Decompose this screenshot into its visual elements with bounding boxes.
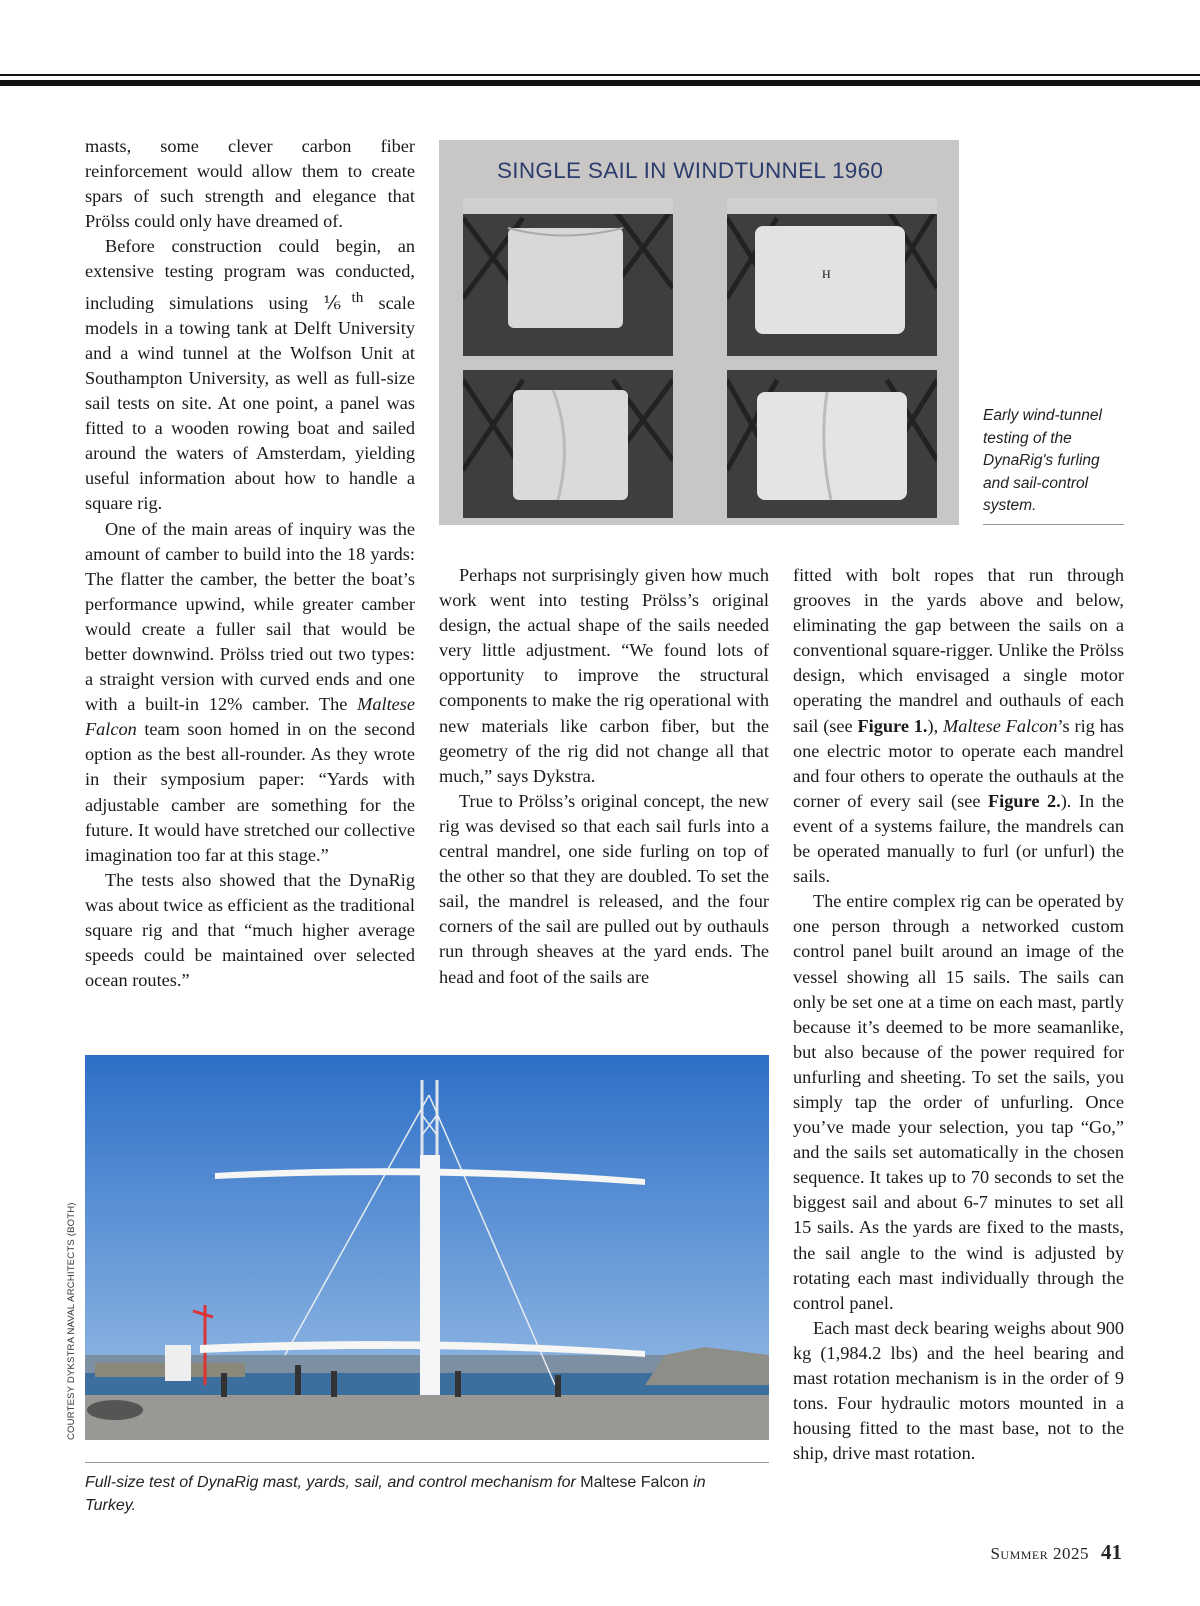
ship-name: Maltese Falcon [580,1474,689,1491]
paragraph: masts, some clever carbon fiber reinforcement would allow them to create spars of such strength and elegance that Prölss could only have dreamed of. [85,136,415,232]
caption-text: in Turkey. [85,1474,706,1514]
photo-credit: COURTESY DYKSTRA NAVAL ARCHITECTS (BOTH) [66,1202,77,1440]
figure-caption: Early wind-tunnel testing of the DynaRig's furling and sail-control system. [983,407,1102,514]
paragraph: fitted with bolt ropes that run through grooves in the yards above and below, eliminating the gap between the sails on a conventional square-rigger. Unlike the Prölss design, which envisaged a single motor operating the mandrel and outhauls of each sail (see Figure 1.), Maltese Falcon’s rig has one electric motor to operate each mandrel and four others to operate the outhauls at the corner of every sail (see Figure 2.). In the event of a systems failure, the mandrels can be operated manually to furl (or unfurl) the sails. [793,565,1124,887]
wind-tunnel-panel [463,370,673,518]
photo-title: SINGLE SAIL IN WINDTUNNEL 1960 [497,158,884,183]
paragraph: Each mast deck bearing weighs about 900 kg (1,984.2 lbs) and the heel bearing and mast rotation mechanism is in the order of 9 tons. Four hydraulic motors mounted in a housing fitted to the mast base, not to the ship, drive mast rotation. [793,1317,1124,1464]
page-number: 41 [1101,1540,1122,1564]
scale-fraction: ⅙$^{th}$ [323,288,364,313]
issue-season: Summer 2025 [990,1544,1089,1563]
wind-tunnel-panel [727,370,937,518]
caption-text: Full-size test of DynaRig mast, yards, sail, and control mechanism for [85,1474,581,1491]
wind-tunnel-panel [463,198,673,356]
wind-tunnel-panel [727,198,937,356]
paragraph: The tests also showed that the DynaRig was about twice as efficient as the traditional square rig and that “much higher average speeds could be maintained over selected ocean routes.” [85,869,415,991]
paragraph: The entire complex rig can be operated by one person through a networked custom control panel built around an image of the vessel showing all 15 sails. The sails can only be set one at a time on each mast, partly because it’s deemed to be more seamanlike, but also because of the power required for unfurling and sheeting. To set the sails, you simply tap the order of unfurling. Once you’ve made your selection, you tap “Go,” and the sails set automatically in the chosen sequence. It takes up to 70 seconds to set the biggest sail and about 6-7 minutes to set all 15 sails. As the yards are fixed to the masts, the sail angle to the wind is adjusted by rotating each mast individually through the control panel. [793,891,1124,1313]
paragraph: One of the main areas of inquiry was the amount of camber to build into the 18 yards: The flatter the camber, the better the boat’s performance upwind, while greater camber would create a fuller sail that would be better downwind. Prölss tried out two types: a straight version with curved ends and one with a built-in 12% camber. The Maltese Falcon team soon homed in on the second option as the best all-rounder. As they wrote in their symposium paper: “Yards with adjustable camber are something for the future. It would have stretched our collective imagination too far at this stage.” [85,518,415,865]
caption-rule [85,1462,769,1463]
mast-test-photo [85,1055,769,1440]
page-footer [990,1540,1122,1565]
text-column-1 [85,134,415,993]
svg-text:H: H [822,267,831,281]
paragraph: Before construction could begin, an extensive testing program was conducted, including simulations using ⅙$^{th}$ scale models in a towing tank at Delft University and a wind tunnel at the Wolfson Unit at Southampton University, as well as full-size sail tests on site. At one point, a panel was fitted to a wooden rowing boat and sailed around the waters of Amsterdam, yielding useful information about how to handle a square rig. [85,236,415,514]
header-rule-thick [0,80,1200,86]
paragraph: Perhaps not surprisingly given how much work went into testing Prölss’s original design, the actual shape of the sails needed very little adjustment. “We found lots of opportunity to improve the structural components to make the rig operational with new materials like carbon fiber, but the geometry of the rig did not change all that much,” says Dykstra. [439,565,769,786]
header-rule-thin [0,74,1200,76]
caption-rule [983,524,1124,525]
wind-tunnel-photo [439,140,959,525]
text-column-3 [793,563,1124,1466]
paragraph: True to Prölss’s original concept, the new rig was devised so that each sail furls into a central mandrel, one side furling on top of the other so that they are doubled. To set the sail, the mandrel is released, and the four corners of the sail are pulled out by outhauls run through sheaves at the yard ends. The head and foot of the sails are [439,790,769,987]
text-column-2 [439,563,769,990]
figure-caption [85,1471,745,1517]
